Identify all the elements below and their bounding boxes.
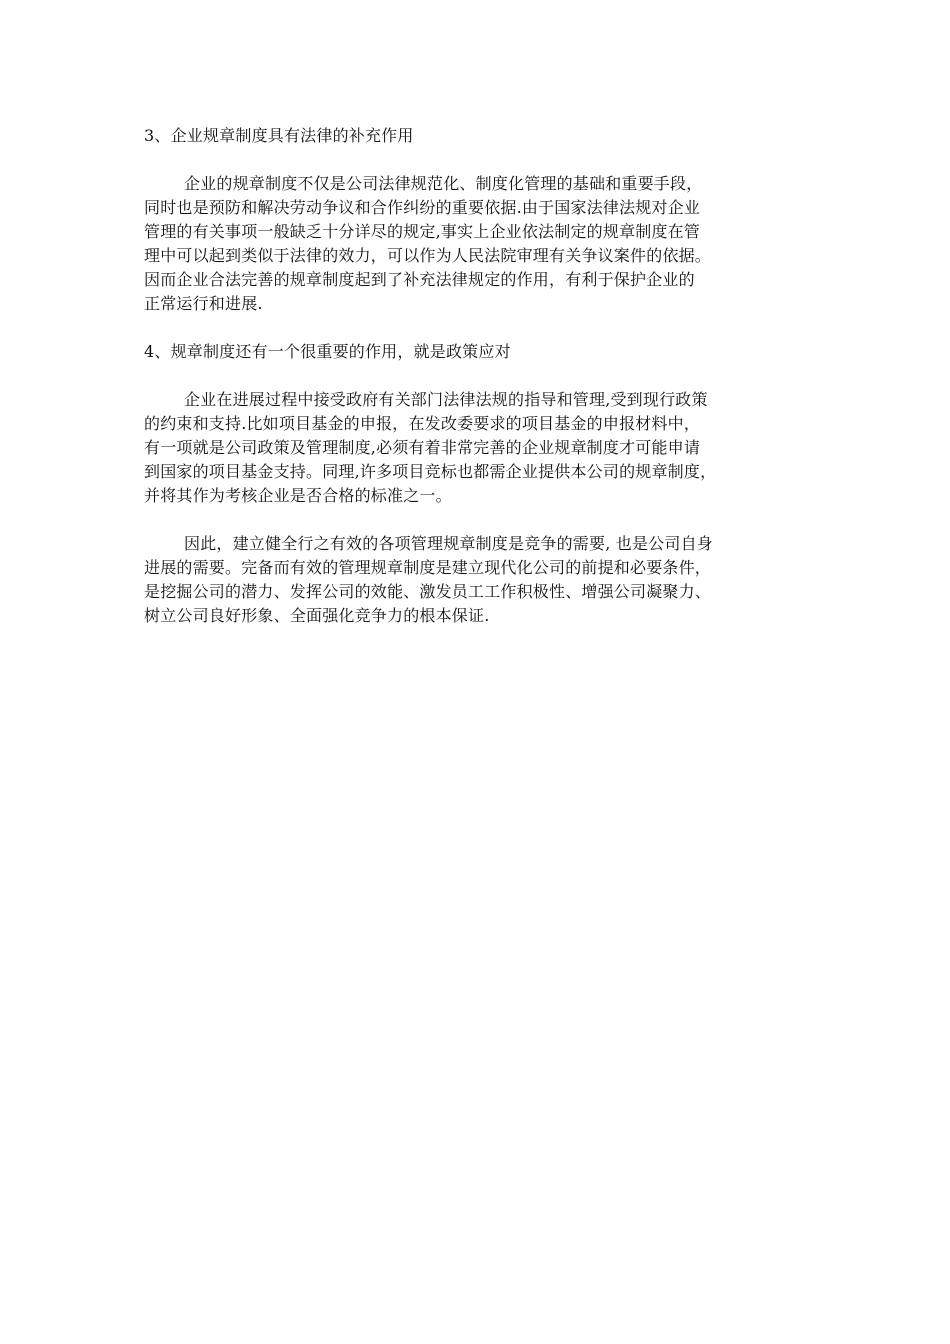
conclusion-paragraph — [144, 532, 814, 628]
paragraph-line: 同时也是预防和解决劳动争议和合作纠纷的重要依据.由于国家法律法规对企业 — [144, 198, 701, 217]
section-heading-4: 4、规章制度还有一个很重要的作用，就是政策应对 — [144, 342, 511, 361]
paragraph-line: 到国家的项目基金支持。同理,许多项目竞标也都需企业提供本公司的规章制度， — [144, 462, 717, 481]
paragraph-line: 有一项就是公司政策及管理制度,必须有着非常完善的企业规章制度才可能申请 — [144, 438, 701, 457]
paragraph-line: 管理的有关事项一般缺乏十分详尽的规定,事实上企业依法制定的规章制度在管 — [144, 222, 701, 241]
paragraph-line: 因而企业合法完善的规章制度起到了补充法律规定的作用，有利于保护企业的 — [144, 270, 695, 289]
paragraph-line: 理中可以起到类似于法律的效力，可以作为人民法院审理有关争议案件的依据。 — [144, 246, 712, 265]
paragraph-line: 并将其作为考核企业是否合格的标准之一。 — [144, 486, 452, 505]
section-4-paragraph — [144, 388, 814, 508]
paragraph-line: 树立公司良好形象、全面强化竞争力的根本保证. — [144, 606, 490, 625]
paragraph-line: 企业在进展过程中接受政府有关部门法律法规的指导和管理,受到现行政策 — [184, 390, 708, 409]
paragraph-line: 因此，建立健全行之有效的各项管理规章制度是竞争的需要, 也是公司自身 — [184, 534, 713, 553]
paragraph-line: 的约束和支持.比如项目基金的申报，在发改委要求的项目基金的申报材料中， — [144, 414, 701, 433]
section-3-paragraph — [144, 172, 814, 316]
paragraph-line: 企业的规章制度不仅是公司法律规范化、制度化管理的基础和重要手段， — [184, 174, 703, 193]
paragraph-line: 是挖掘公司的潜力、发挥公司的效能、激发员工工作积极性、增强公司凝聚力、 — [144, 582, 712, 601]
section-heading-3: 3、企业规章制度具有法律的补充作用 — [144, 126, 414, 145]
paragraph-line: 进展的需要。完备而有效的管理规章制度是建立现代化公司的前提和必要条件， — [144, 558, 712, 577]
paragraph-line: 正常运行和进展. — [144, 294, 263, 313]
document-body — [144, 124, 814, 628]
